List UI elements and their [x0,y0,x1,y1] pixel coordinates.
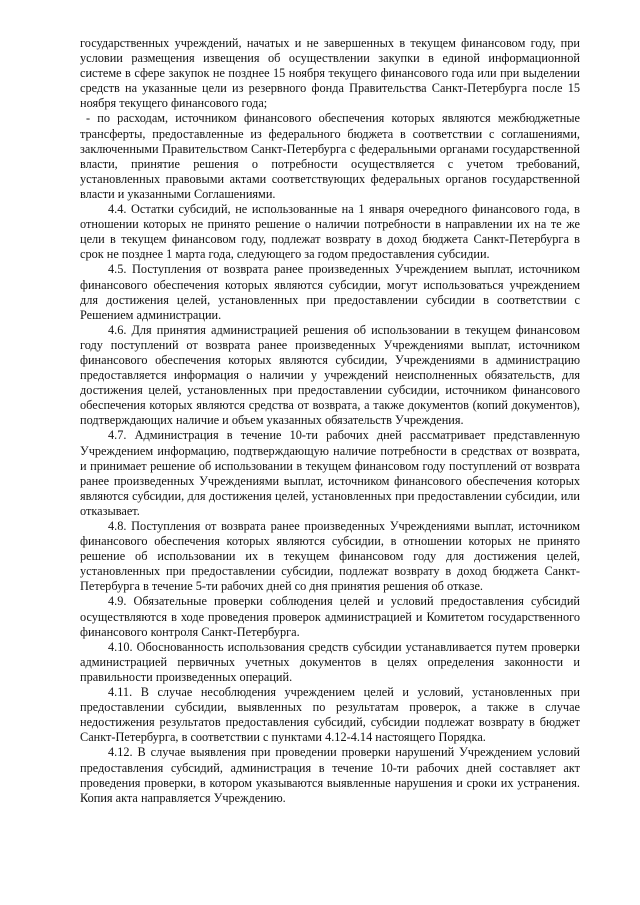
paragraph-4-12: 4.12. В случае выявления при проведении проверки нарушений Учреждением условий предоставления субсидий, администрация в течение 10-ти рабочих дней составляет акт проведения проверки, в котором указываются выявленные нарушения и сроки их устранения. Копия акта направляется Учреждению. [80,745,580,805]
paragraph-4-6: 4.6. Для принятия администрацией решения об использовании в текущем финансовом году поступлений от возврата ранее произведенных Учреждениями выплат, источником финансового обеспечения которых являются субсидии, Учреждениями в администрацию предоставляется информация о наличии у учреждений неисполненных обязательств, для достижения целей, установленных при предоставлении субсидии, источником финансового обеспечения которых являются средства от возврата, а также документов (копий документов), подтверждающих наличие и объем указанных обязательств Учреждения. [80,322,580,428]
paragraph-4-11: 4.11. В случае несоблюдения учреждением целей и условий, установленных при предоставлении субсидии, выявленных по результатам проверок, а также в случае недостижения результатов предоставления субсидий, субсидии подлежат возврату в бюджет Санкт-Петербурга, в соответствии с пунктами 4.12-4.14 настоящего Порядка. [80,685,580,745]
paragraph-4-10: 4.10. Обоснованность использования средств субсидии устанавливается путем проверки администрацией первичных учетных документов в целях определения законности и правильности произведенных операций. [80,639,580,684]
document-body [80,36,580,806]
paragraph-list-item-interbudget-transfers: - по расходам, источником финансового обеспечения которых являются межбюджетные трансферты, предоставленные из федерального бюджета в соответствии с соглашениями, заключенными Правительством Санкт-Петербурга с федеральными органами государственной власти, принятие решения о потребности осуществляется с учетом требований, установленных правовыми актами соответствующих федеральных органов государственной власти и указанными Соглашениями. [80,111,580,201]
paragraph-4-9: 4.9. Обязательные проверки соблюдения целей и условий предоставления субсидий осуществляются в ходе проведения проверок администрацией и Комитетом государственного финансового контроля Санкт-Петербурга. [80,594,580,639]
paragraph-4-5: 4.5. Поступления от возврата ранее произведенных Учреждением выплат, источником финансового обеспечения которых являются субсидии, могут использоваться учреждением для достижения целей, установленных при предоставлении субсидии в соответствии с Решением администрации. [80,262,580,322]
paragraph-4-4: 4.4. Остатки субсидий, не использованные на 1 января очередного финансового года, в отношении которых не принято решение о наличии потребности в направлении их на те же цели в текущем финансовом году, подлежат возврату в доход бюджета Санкт-Петербурга в срок не позднее 1 марта года, следующего за годом предоставления субсидии. [80,202,580,262]
paragraph-4-8: 4.8. Поступления от возврата ранее произведенных Учреждениями выплат, источником финансового обеспечения которых являются субсидии, в отношении которых не принято решение об использовании их в текущем финансовом году для достижения целей, установленных при предоставлении субсидии, подлежат возврату в доход бюджета Санкт-Петербурга в течение 5-ти рабочих дней со дня принятия решения об отказе. [80,519,580,594]
paragraph-continuation: государственных учреждений, начатых и не завершенных в текущем финансовом году, при условии размещения извещения об осуществлении закупки в единой информационной системе в сфере закупок не позднее 15 ноября текущего финансового года или при выделении средств на указанные цели из резервного фонда Правительства Санкт-Петербурга после 15 ноября текущего финансового года; [80,36,580,111]
paragraph-4-7: 4.7. Администрация в течение 10-ти рабочих дней рассматривает представленную Учреждением информацию, подтверждающую наличие потребности в средствах от возврата, и принимает решение об использовании в текущем финансовом году поступлений от возврата ранее произведенных Учреждениями выплат, источником финансового обеспечения которых являются субсидии, для достижения целей, установленных при предоставлении субсидии, или отказывает. [80,428,580,518]
